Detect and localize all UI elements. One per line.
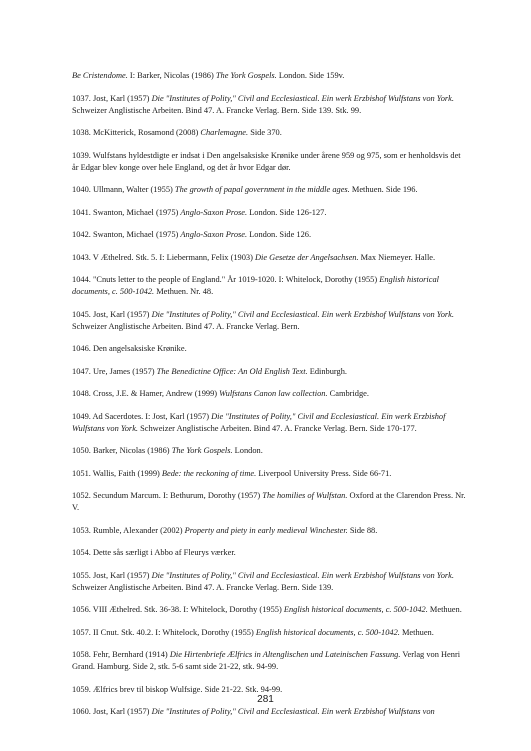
endnote-text: 1047. Ure, James (1957) [72,366,157,376]
endnote-text: Methuen. [399,627,434,637]
endnote-text: Max Niemeyer. Halle. [358,252,436,262]
endnote [72,274,467,298]
endnote-title: Die "Institutes of Polity," Civil and Ecclesiastical. Ein werk Erzbishof Wulfstans von York. [72,411,446,433]
endnote-text: 1040. Ullmann, Walter (1955) [72,185,175,194]
endnote-text: Schweizer Anglistische Arbeiten. Bind 47. A. Francke Verlag. Bern. Side 170-177. [138,423,417,433]
endnote [72,388,467,400]
endnote-text: 1056. VIII Æthelred. Stk. 36-38. I: Whitelock, Dorothy (1955) [72,605,284,614]
endnote [72,604,467,616]
endnote-title: The Benedictine Office: An Old English Text. [156,366,308,376]
endnote-title: The homilies of Wulfstan. [262,491,348,500]
endnote-text: 1044. "Cnuts letter to the people of England." År 1019-1020. I: Whitelock, Dorothy (1955) [72,275,380,284]
endnote-title: Die Hirtenbriefe Ælfrics in Altenglischen und Lateinischen Fassung. [169,650,401,659]
endnote [72,468,467,480]
page-number: 281 [257,694,274,705]
endnote-title: Bede: the reckoning of time. [161,468,257,478]
endnote-text: 1058. Fehr, Bernhard (1914) [72,650,170,659]
endnote [72,411,467,435]
endnote-title: Anglo-Saxon Prose. [180,207,248,217]
endnote-text: 1049. Ad Sacerdotes. I: Jost, Karl (1957) [72,411,212,421]
endnote-text: 1050. Barker, Nicolas (1986) [72,446,172,455]
endnote-text: 1041. Swanton, Michael (1975) [72,207,181,217]
endnotes-list [72,70,467,729]
endnote-text: London. Side 126. [247,230,312,239]
endnote [72,150,467,174]
endnote [72,547,467,559]
endnote-title: Die "Institutes of Polity," Civil and Ecclesiastical. Ein werk Erzbishof Wulfstans von York. [151,570,454,580]
endnote-text: 1039. Wulfstans hyldestdigte er indsat i Den angelsaksiske Krønike under årene 959 og 975, som er henholdsvis det år Edgar blev konge over hele England, og det år hvor Edgar dør. [72,150,461,172]
endnote [72,627,467,639]
endnote [72,184,467,196]
endnote-title: English historical documents, c. 500-1042. [72,275,439,296]
endnote-title: Anglo-Saxon Prose. [180,230,248,239]
endnote-text: 1059. Ælfrics brev til biskop Wulfsige. Side 21-22. Stk. 94-99. [72,684,283,694]
endnote-text: London. Side 126-127. [247,207,327,217]
endnote-title: Wulfstans Canon law collection. [219,389,328,398]
endnote-text: Methuen. Side 196. [349,185,418,194]
endnote-title: Die Gesetze der Angelsachsen. [255,252,359,262]
endnote-text: Schweizer Anglistische Arbeiten. Bind 47. A. Francke Verlag. Bern. [72,321,300,331]
endnote-title: Die "Institutes of Polity," Civil and Ecclesiastical. Ein werk Erzbishof Wulfstans von York. [151,93,454,103]
endnote-text: 1042. Swanton, Michael (1975) [72,230,181,239]
endnote-text: 1057. II Cnut. Stk. 40.2. I: Whitelock, Dorothy (1955) [72,627,256,637]
endnote [72,309,467,333]
endnote [72,570,467,594]
endnote-text: 1046. Den angelsaksiske Krønike. [72,344,187,353]
endnote-text: Methuen. [427,605,462,614]
endnote-text: Schweizer Anglistische Arbeiten. Bind 47. A. Francke Verlag. Bern. Side 139. Stk. 99. [72,105,362,115]
endnote-title: Property and piety in early medieval Winchester. [184,525,348,535]
endnote [72,252,467,264]
endnote [72,70,467,82]
endnote [72,706,467,718]
endnote-text: 1043. V Æthelred. Stk. 5. I: Liebermann, Felix (1903) [72,252,255,262]
endnote-text: London. Side 159v. [276,71,345,80]
endnote-title: Die "Institutes of Polity," Civil and Ecclesiastical. Ein werk Erzbishof Wulfstans von York. [151,309,454,319]
endnote-text: Schweizer Anglistische Arbeiten. Bind 47. A. Francke Verlag. Bern. Side 139. [72,582,334,592]
endnote-text: Liverpool University Press. Side 66-71. [256,468,392,478]
endnote-text: I: Barker, Nicolas (1986) [127,71,216,80]
endnote-text: Side 370. [248,128,282,137]
endnote-text: 1045. Jost, Karl (1957) [72,309,152,319]
endnote-text: 1051. Wallis, Faith (1999) [72,468,162,478]
endnote-text: Side 88. [347,525,378,535]
endnote [72,207,467,219]
endnote-title: The York Gospels. [215,71,277,80]
endnote-title: Charlemagne. [200,128,249,137]
endnote [72,229,467,241]
endnote-text: Verlag von Henri Grand. Hamburg. Side 2, stk. 5-6 samt side 21-22, stk. 94-99. [72,650,461,671]
endnote-text: Cambridge. [327,389,369,398]
endnote-title: Die "Institutes of Polity," Civil and Ecclesiastical. Ein werk Erzbishof Wulfstans von [151,707,435,716]
endnote-text: London. [232,446,263,455]
endnote-text: 1055. Jost, Karl (1957) [72,570,152,580]
endnote-text: Edinburgh. [307,366,348,376]
endnote-title: The York Gospels. [171,446,233,455]
endnote [72,525,467,537]
endnote-text: 1060. Jost, Karl (1957) [72,707,152,716]
endnote-text: 1053. Rumble, Alexander (2002) [72,525,185,535]
endnote-text: Oxford at the Clarendon Press. Nr. V. [72,491,466,512]
endnote-text: 1048. Cross, J.E. & Hamer, Andrew (1999) [72,389,220,398]
endnote [72,445,467,457]
endnote-title: Be Cristendome. [72,71,128,80]
endnote [72,127,467,139]
endnote [72,366,467,378]
endnote [72,343,467,355]
endnote-text: 1052. Secundum Marcum. I: Bethurum, Dorothy (1957) [72,491,263,500]
endnote-text: 1054. Dette sås særligt i Abbo af Fleurys værker. [72,548,236,557]
endnote-text: Methuen. Nr. 48. [154,287,214,296]
endnote-title: English historical documents, c. 500-1042. [255,627,400,637]
endnote-text: 1037. Jost, Karl (1957) [72,93,152,103]
endnote [72,649,467,673]
endnote [72,490,467,514]
endnote [72,93,467,117]
endnote-title: English historical documents, c. 500-1042. [283,605,428,614]
endnote-text: 1038. McKitterick, Rosamond (2008) [72,128,201,137]
endnote-title: The growth of papal government in the middle ages. [174,185,350,194]
